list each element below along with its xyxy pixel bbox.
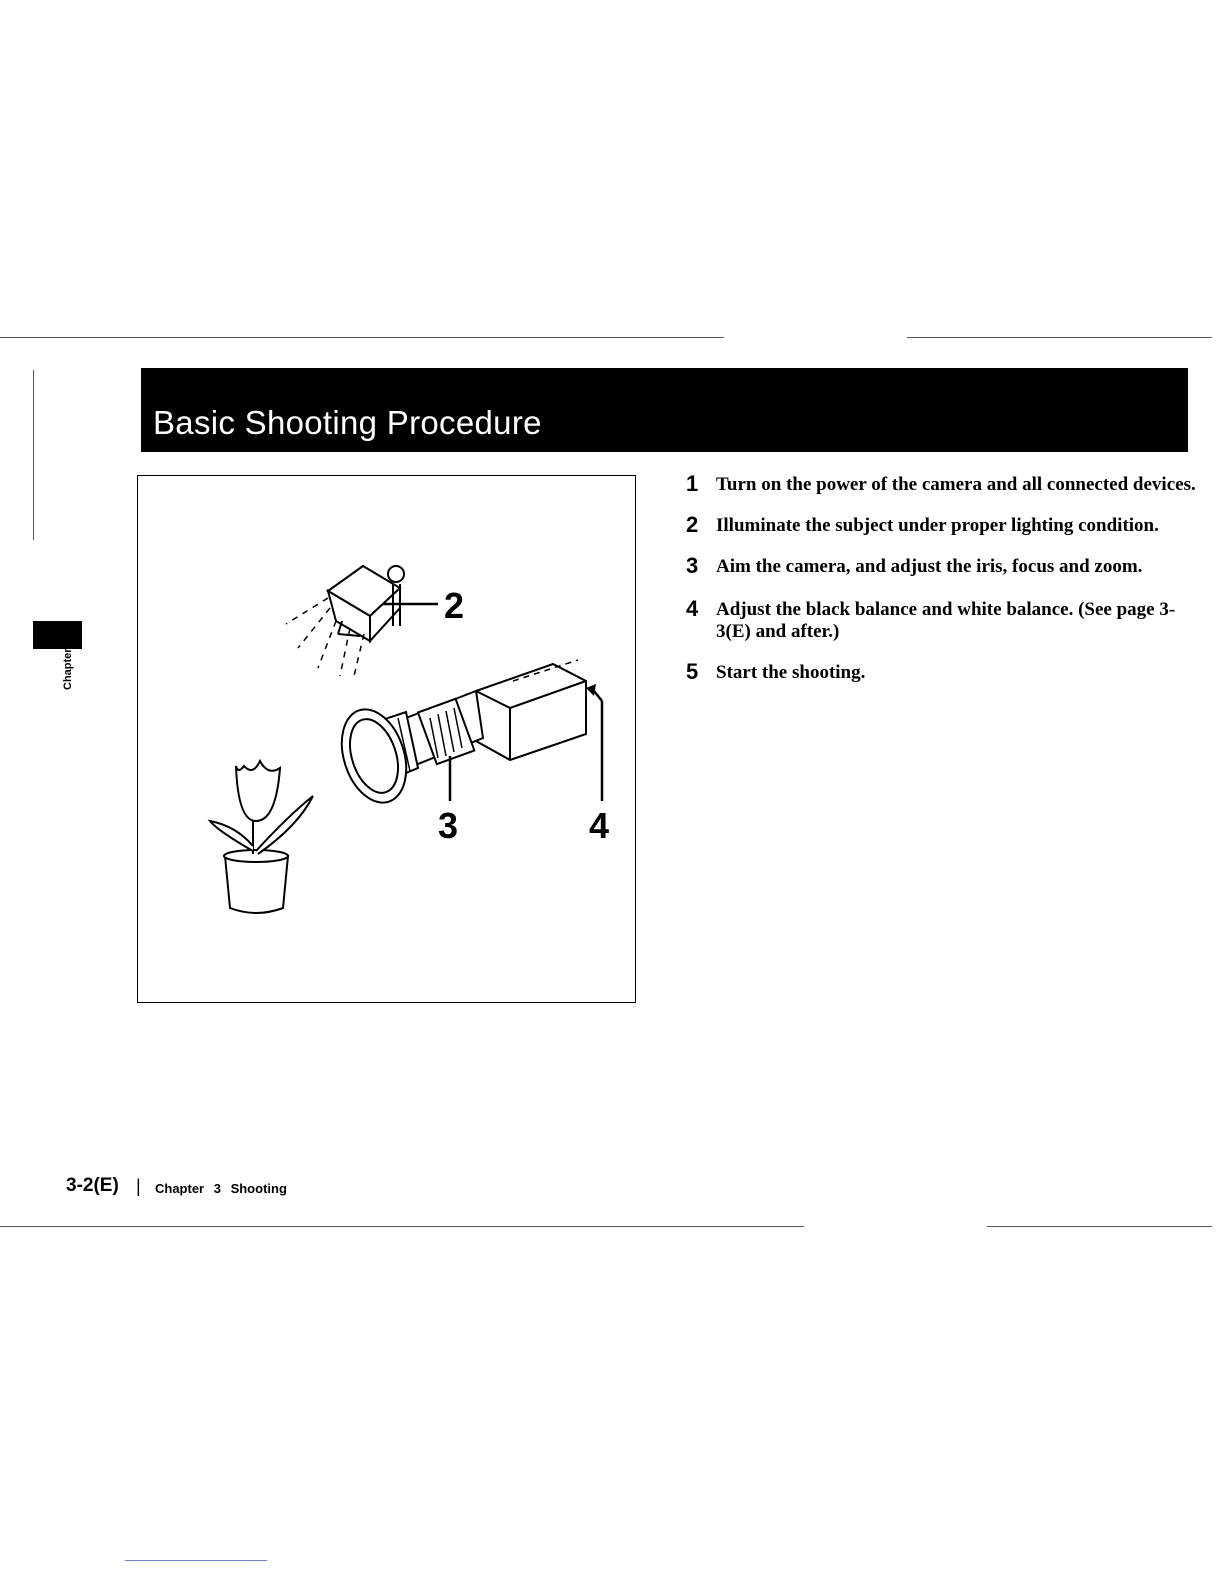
top-rule-right bbox=[907, 337, 1212, 338]
light-icon bbox=[286, 566, 404, 676]
callout-3 bbox=[438, 756, 458, 846]
page-title: Basic Shooting Procedure bbox=[153, 404, 542, 441]
camera-icon bbox=[331, 660, 586, 811]
illustration-frame bbox=[137, 475, 636, 1003]
illustration bbox=[138, 476, 637, 1004]
footer-chapter-title: Chapter 3 Shooting bbox=[155, 1181, 287, 1196]
step-number: 2 bbox=[686, 512, 699, 537]
step-item bbox=[686, 596, 1196, 643]
page-edge-rule bbox=[125, 1560, 267, 1561]
top-rule-left bbox=[0, 337, 724, 338]
bottom-rule-right bbox=[987, 1226, 1212, 1227]
bottom-rule-left bbox=[0, 1226, 804, 1227]
step-item bbox=[686, 512, 1196, 537]
footer-separator: | bbox=[136, 1176, 141, 1196]
step-text: Adjust the black balance and white balance. (See page 3-3(E) and after.) bbox=[716, 599, 1176, 642]
callout-label-3: 3 bbox=[438, 805, 459, 846]
tulip-icon bbox=[210, 761, 313, 913]
step-text: Aim the camera, and adjust the iris, focus and zoom. bbox=[716, 556, 1143, 577]
chapter-side-label: Chapter 3 bbox=[62, 639, 74, 690]
procedure-steps bbox=[686, 471, 1196, 703]
callout-4 bbox=[586, 684, 609, 846]
step-item bbox=[686, 471, 1196, 496]
step-number: 1 bbox=[686, 471, 699, 496]
step-number: 5 bbox=[686, 659, 699, 684]
callout-label-4: 4 bbox=[589, 805, 610, 846]
step-text: Start the shooting. bbox=[716, 662, 866, 683]
step-item bbox=[686, 553, 1196, 578]
callout-label-2: 2 bbox=[444, 585, 465, 626]
step-number: 3 bbox=[686, 553, 699, 578]
step-number: 4 bbox=[686, 596, 699, 621]
step-item bbox=[686, 659, 1196, 684]
left-margin-rule bbox=[33, 370, 34, 540]
chapter-tab bbox=[33, 621, 82, 649]
step-text: Turn on the power of the camera and all connected devices. bbox=[716, 474, 1196, 495]
page-number: 3-2(E) bbox=[66, 1175, 119, 1196]
title-bar bbox=[141, 368, 1188, 452]
step-text: Illuminate the subject under proper lighting condition. bbox=[716, 515, 1159, 536]
